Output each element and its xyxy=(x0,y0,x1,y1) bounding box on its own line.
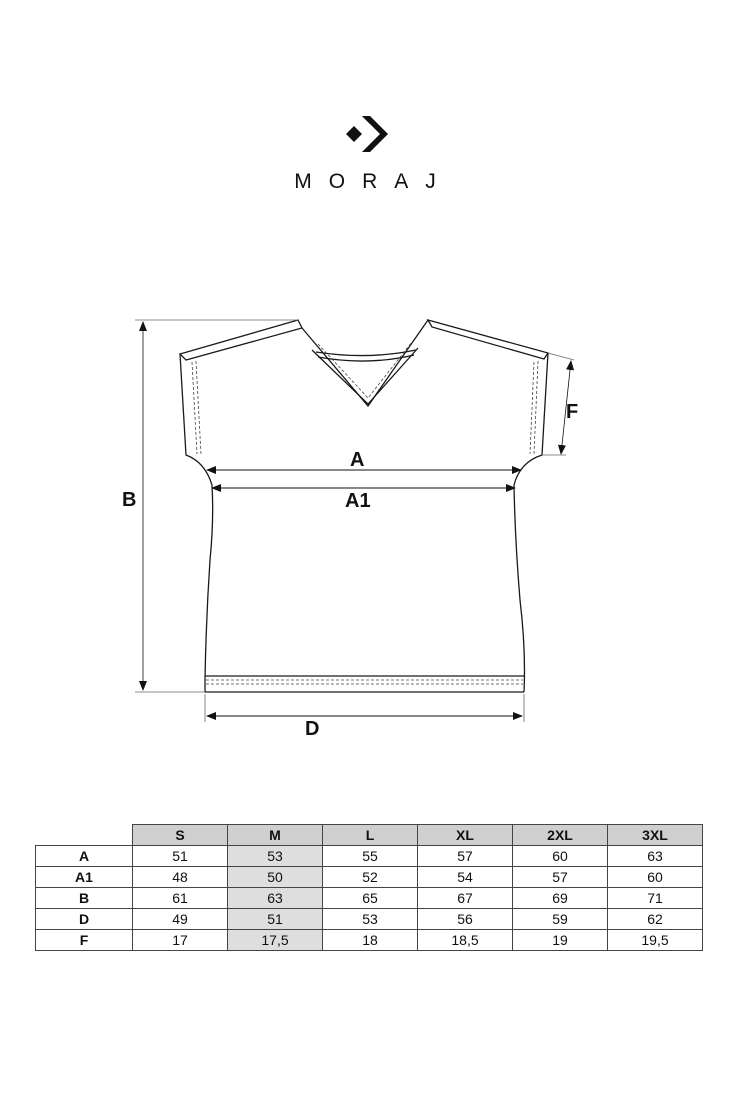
table-corner-cell xyxy=(36,825,133,846)
table-cell: 62 xyxy=(608,909,703,930)
dimension-label-B: B xyxy=(122,489,137,511)
table-row xyxy=(36,909,703,930)
table-cell: 51 xyxy=(228,909,323,930)
table-cell: 17,5 xyxy=(228,930,323,951)
dimension-label-A1: A1 xyxy=(345,490,371,512)
dimension-D xyxy=(205,694,524,722)
table-cell: 53 xyxy=(228,846,323,867)
table-cell: 56 xyxy=(418,909,513,930)
table-row xyxy=(36,888,703,909)
row-label-D: D xyxy=(36,909,133,930)
table-cell: 54 xyxy=(418,867,513,888)
column-header-M: M xyxy=(228,825,323,846)
row-label-A1: A1 xyxy=(36,867,133,888)
table-cell: 67 xyxy=(418,888,513,909)
table-cell: 55 xyxy=(323,846,418,867)
table-cell: 57 xyxy=(418,846,513,867)
table-header-row xyxy=(36,825,703,846)
table-cell: 57 xyxy=(513,867,608,888)
table-cell: 49 xyxy=(133,909,228,930)
table-row xyxy=(36,846,703,867)
table-cell: 61 xyxy=(133,888,228,909)
size-chart-table xyxy=(35,824,703,951)
table-cell: 53 xyxy=(323,909,418,930)
table-cell: 60 xyxy=(513,846,608,867)
row-label-A: A xyxy=(36,846,133,867)
dimension-label-D: D xyxy=(305,718,320,740)
table-cell: 19 xyxy=(513,930,608,951)
table-cell: 63 xyxy=(228,888,323,909)
column-header-XL: XL xyxy=(418,825,513,846)
table-cell: 17 xyxy=(133,930,228,951)
row-label-B: B xyxy=(36,888,133,909)
table-cell: 59 xyxy=(513,909,608,930)
table-cell: 52 xyxy=(323,867,418,888)
table-row xyxy=(36,930,703,951)
table-cell: 69 xyxy=(513,888,608,909)
column-header-2XL: 2XL xyxy=(513,825,608,846)
column-header-L: L xyxy=(323,825,418,846)
table-cell: 19,5 xyxy=(608,930,703,951)
column-header-S: S xyxy=(133,825,228,846)
table-cell: 63 xyxy=(608,846,703,867)
brand-name: MORAJ xyxy=(294,170,453,193)
dimension-B xyxy=(135,320,298,692)
table-cell: 50 xyxy=(228,867,323,888)
table-cell: 60 xyxy=(608,867,703,888)
column-header-3XL: 3XL xyxy=(608,825,703,846)
table-cell: 51 xyxy=(133,846,228,867)
table-cell: 71 xyxy=(608,888,703,909)
table-row xyxy=(36,867,703,888)
row-label-F: F xyxy=(36,930,133,951)
dimension-label-A: A xyxy=(350,449,365,471)
stitch-lines xyxy=(192,342,538,684)
table-cell: 65 xyxy=(323,888,418,909)
dimension-label-F: F xyxy=(566,401,579,423)
table-cell: 18,5 xyxy=(418,930,513,951)
table-cell: 48 xyxy=(133,867,228,888)
table-cell: 18 xyxy=(323,930,418,951)
